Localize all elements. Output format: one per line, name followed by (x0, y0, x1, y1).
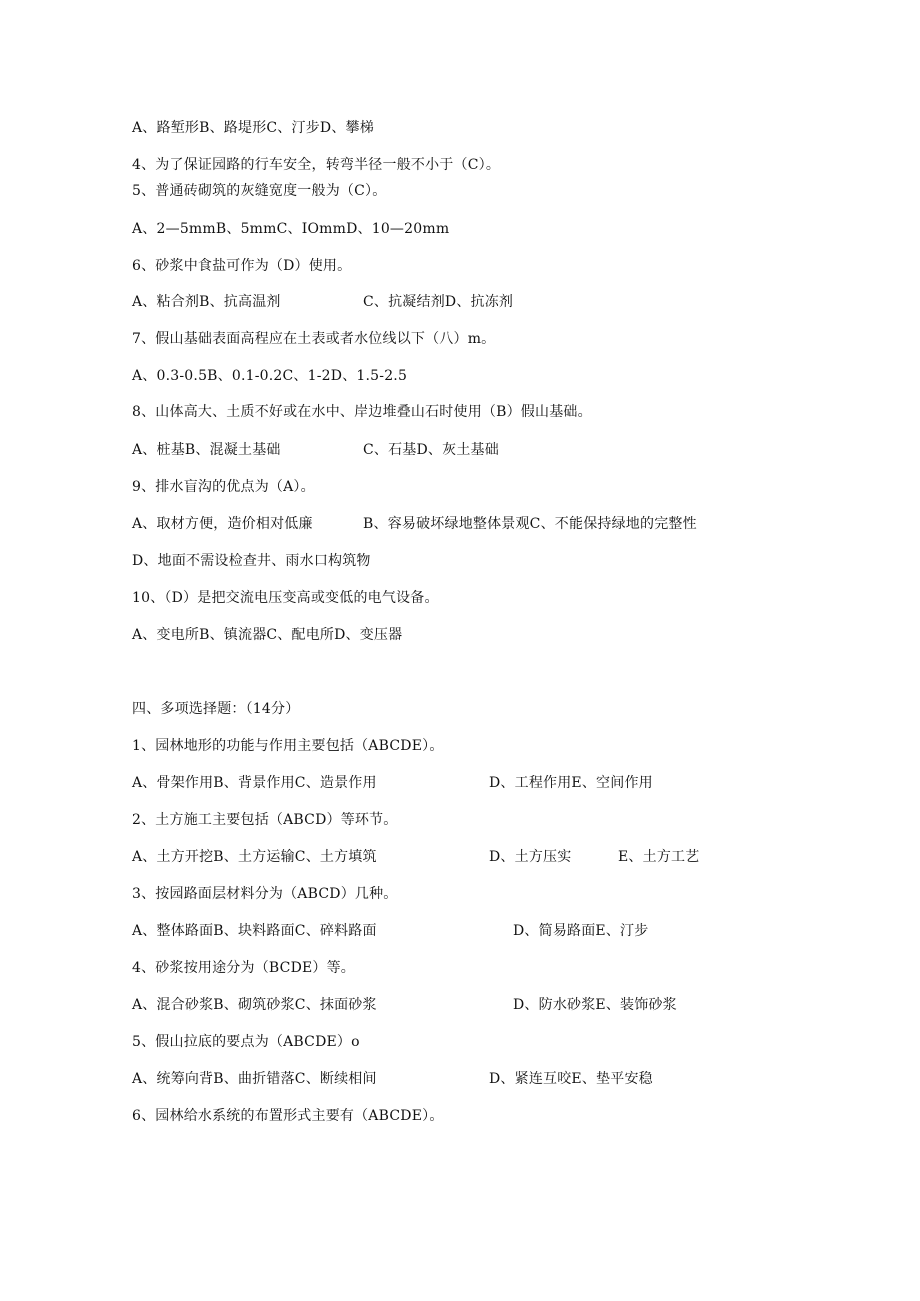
option-e: E、土方工艺 (618, 849, 700, 865)
section-heading-multiple-choice: 四、多项选择题：（14分） (132, 701, 300, 717)
option-group-abc: A、土方开挖B、土方运输C、土方填筑 (132, 849, 377, 865)
question-4: 4、为了保证园路的行车安全，转弯半径一般不小于（C）。 (132, 157, 501, 173)
option-group-bc: B、容易破坏绿地整体景观C、不能保持绿地的完整性 (363, 516, 697, 532)
question-6: 6、砂浆中食盐可作为（D）使用。 (132, 258, 352, 274)
option-d: D、土方压实 (489, 849, 572, 865)
option-group-abc: A、混合砂浆B、砌筑砂浆C、抹面砂浆 (132, 997, 377, 1013)
mc-question-6: 6、园林给水系统的布置形式主要有（ABCDE）。 (132, 1108, 444, 1124)
mc-question-4: 4、砂浆按用途分为（BCDE）等。 (132, 960, 356, 976)
option-group-abc: A、统筹向背B、曲折错落C、断续相间 (132, 1071, 377, 1087)
option-group-de: D、防水砂浆E、装饰砂浆 (513, 997, 677, 1013)
question-8: 8、山体高大、土质不好或在水中、岸边堆叠山石时使用（B）假山基础。 (132, 404, 592, 420)
option-group-cd: C、石基D、灰土基础 (363, 442, 499, 458)
mc-question-3: 3、按园路面层材料分为（ABCD）几种。 (132, 886, 398, 902)
option-group-a: A、取材方便，造价相对低廉 (132, 516, 313, 532)
mc-question-2: 2、土方施工主要包括（ABCD）等环节。 (132, 812, 398, 828)
option-line-q7: A、0.3-0.5B、0.1-0.2C、1-2D、1.5-2.5 (132, 368, 408, 384)
option-group-de: D、简易路面E、汀步 (513, 923, 649, 939)
question-10: 10、（D）是把交流电压变高或变低的电气设备。 (132, 590, 439, 606)
option-line-q9-d: D、地面不需设检查井、雨水口构筑物 (132, 553, 371, 569)
option-group-cd: C、抗凝结剂D、抗冻剂 (363, 294, 514, 310)
question-7: 7、假山基础表面高程应在土表或者水位线以下（八）m。 (132, 331, 496, 347)
option-line-q5: A、2—5mmB、5mmC、IOmmD、10—20mm (132, 221, 450, 237)
mc-question-5: 5、假山拉底的要点为（ABCDE）o (132, 1034, 360, 1050)
option-group-abc: A、骨架作用B、背景作用C、造景作用 (132, 775, 377, 791)
option-group-abc: A、整体路面B、块料路面C、碎料路面 (132, 923, 377, 939)
option-line-q10: A、变电所B、镇流器C、配电所D、变压器 (132, 627, 403, 643)
option-group-de: D、工程作用E、空间作用 (489, 775, 653, 791)
option-group-ab: A、桩基B、混凝土基础 (132, 442, 281, 458)
option-group-ab: A、粘合剂B、抗高温剂 (132, 294, 281, 310)
option-group-de: D、紧连互咬E、垫平安稳 (489, 1071, 653, 1087)
option-line-q3: A、路堑形B、路堤形C、汀步D、攀梯 (132, 120, 374, 136)
mc-question-1: 1、园林地形的功能与作用主要包括（ABCDE）。 (132, 738, 444, 754)
question-9: 9、排水盲沟的优点为（A）。 (132, 479, 315, 495)
question-5: 5、普通砖砌筑的灰缝宽度一般为（C）。 (132, 183, 387, 199)
